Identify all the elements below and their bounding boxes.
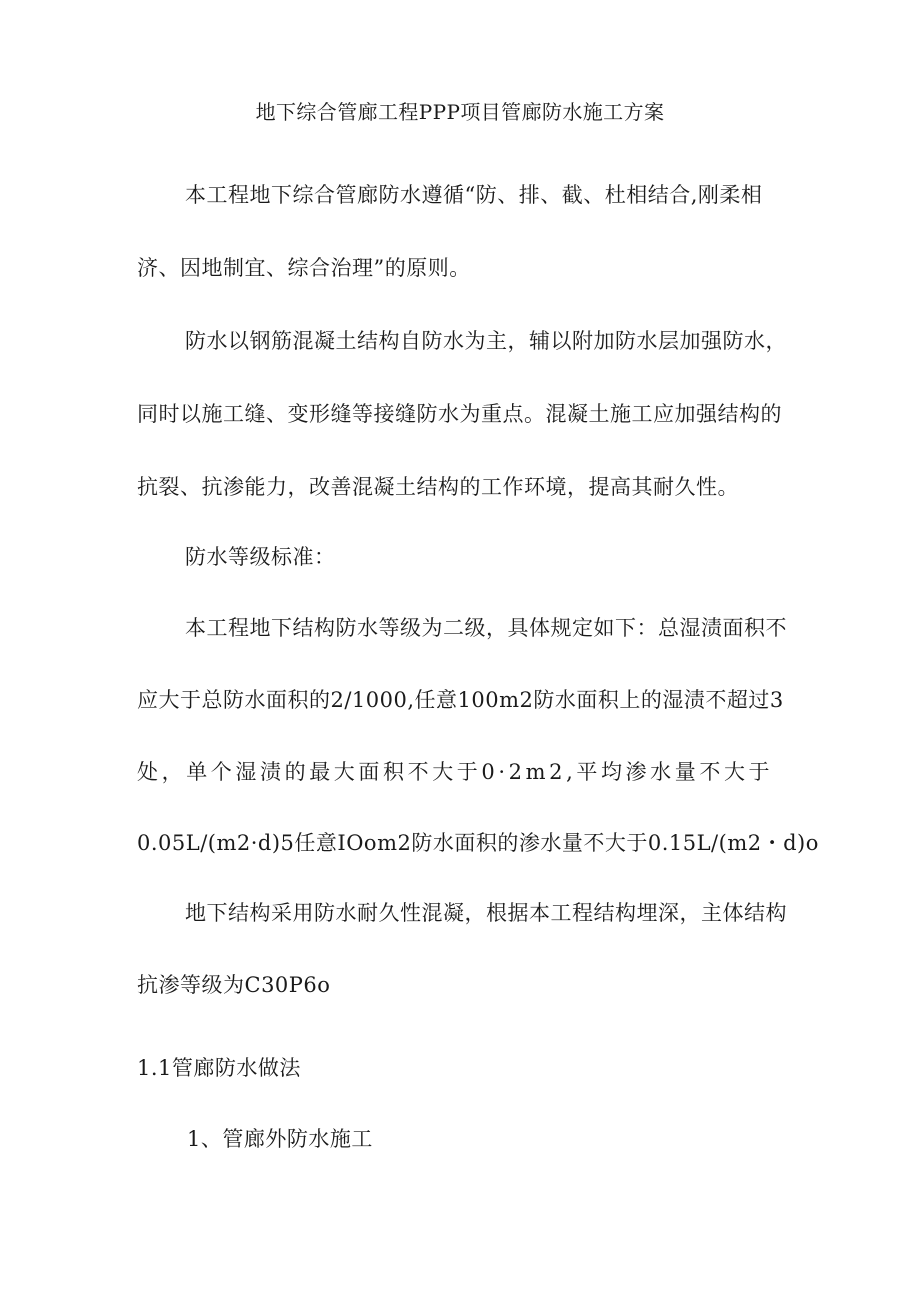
subsection-heading: 1、管廊外防水施工 bbox=[187, 1127, 373, 1151]
paragraph-2-line-2: 同时以施工缝、变形缝等接缝防水为重点。混凝土施工应加强结构的 bbox=[137, 402, 782, 426]
paragraph-4-line-3: 处，单个湿渍的最大面积不大于0·2m2,平均渗水量不大于 bbox=[137, 760, 774, 784]
paragraph-1-line-2: 济、因地制宜、综合治理”的原则。 bbox=[137, 256, 471, 280]
paragraph-4-line-2: 应大于总防水面积的2/1000,任意100m2防水面积上的湿渍不超过3 bbox=[137, 688, 784, 712]
paragraph-2-line-3: 抗裂、抗渗能力，改善混凝土结构的工作环境，提高其耐久性。 bbox=[137, 475, 739, 499]
paragraph-4-line-1: 本工程地下结构防水等级为二级，具体规定如下：总湿渍面积不 bbox=[185, 616, 787, 640]
paragraph-5-line-2: 抗渗等级为C30P6o bbox=[137, 973, 331, 997]
paragraph-5-line-1: 地下结构采用防水耐久性混凝，根据本工程结构埋深，主体结构 bbox=[185, 901, 787, 925]
section-heading: 1.1管廊防水做法 bbox=[137, 1056, 301, 1080]
paragraph-2-line-1: 防水以钢筋混凝土结构自防水为主，辅以附加防水层加强防水， bbox=[185, 329, 787, 353]
paragraph-1-line-1: 本工程地下综合管廊防水遵循“防、排、截、杜相结合,刚柔相 bbox=[185, 183, 763, 207]
paragraph-4-line-4: 0.05L/(m2·d)5任意IOom2防水面积的渗水量不大于0.15L/(m2・d)o bbox=[137, 831, 819, 855]
document-title: 地下综合管廊工程PPP项目管廊防水施工方案 bbox=[255, 100, 665, 124]
paragraph-3-line-1: 防水等级标准： bbox=[185, 545, 336, 569]
